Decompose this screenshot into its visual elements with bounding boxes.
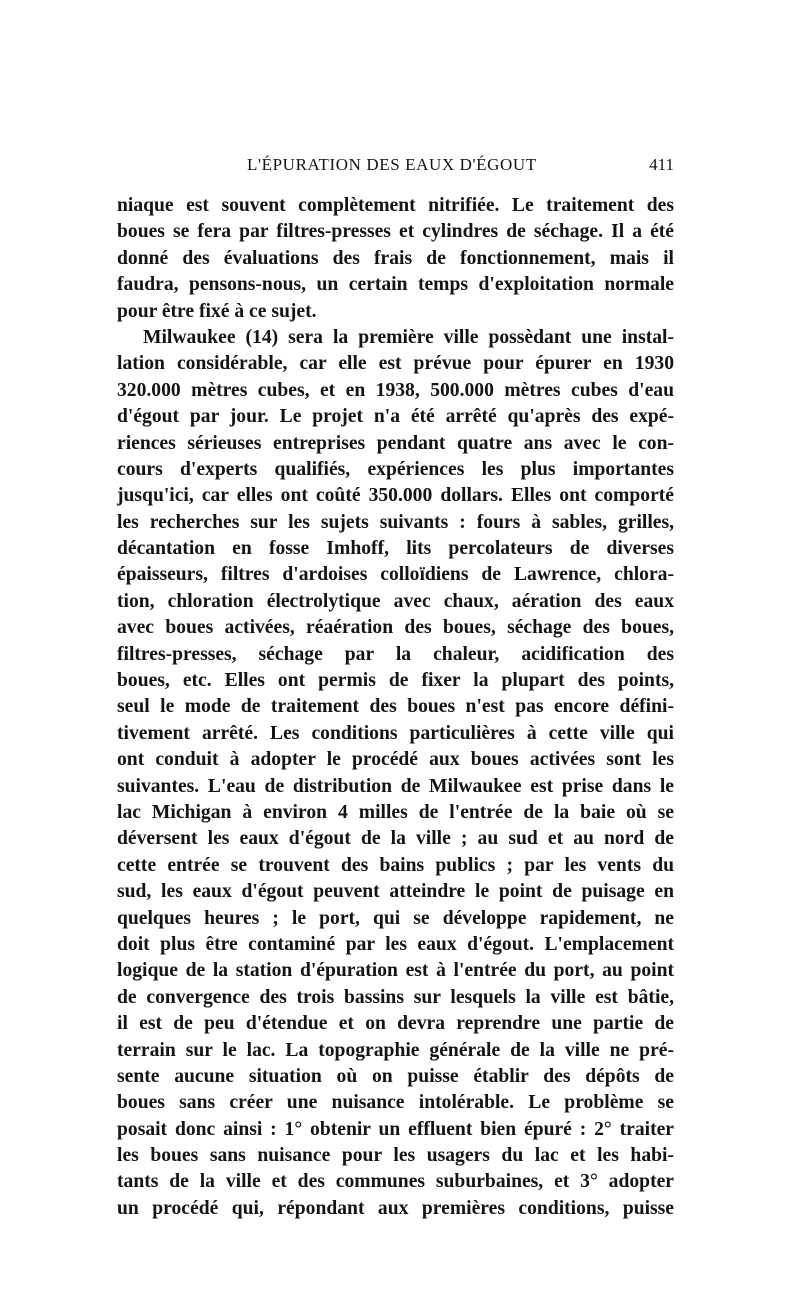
text-line: 320.000 mètres cubes, et en 1938, 500.000 mètres cubes d'eau	[117, 379, 674, 401]
text-line: tivement arrêté. Les conditions particulières à cette ville qui	[117, 722, 674, 744]
text-line: jusqu'ici, car elles ont coûté 350.000 dollars. Elles ont comporté	[117, 485, 674, 507]
text-line: de convergence des trois bassins sur lesquels la ville est bâtie,	[117, 986, 674, 1008]
text-line: les recherches sur les sujets suivants : fours à sables, grilles,	[117, 511, 674, 533]
text-line: il est de peu d'étendue et on devra reprendre une partie de	[117, 1013, 674, 1035]
text-line: décantation en fosse Imhoff, lits percolateurs de diverses	[117, 538, 674, 560]
text-line: un procédé qui, répondant aux premières conditions, puisse	[117, 1197, 674, 1219]
text-line: lation considérable, car elle est prévue pour épurer en 1930	[117, 353, 674, 375]
text-line: niaque est souvent complètement nitrifiée. Le traitement des	[117, 195, 674, 216]
text-line: filtres-presses, séchage par la chaleur, acidification des	[117, 643, 674, 665]
text-line: tants de la ville et des communes suburbaines, et 3° adopter	[117, 1171, 674, 1193]
text-line: seul le mode de traitement des boues n'est pas encore défini-	[117, 696, 674, 718]
text-line: donné des évaluations des frais de fonctionnement, mais il	[117, 247, 674, 269]
text-line: épaisseurs, filtres d'ardoises colloïdiens de Lawrence, chlora-	[117, 564, 674, 586]
text-line: avec boues activées, réaération des boues, séchage des boues,	[117, 617, 674, 639]
text-line: tion, chloration électrolytique avec chaux, aération des eaux	[117, 590, 674, 612]
text-line: doit plus être contaminé par les eaux d'égout. L'emplacement	[117, 933, 674, 955]
text-line: d'égout par jour. Le projet n'a été arrêté qu'après des expé-	[117, 406, 674, 428]
text-line: suivantes. L'eau de distribution de Milwaukee est prise dans le	[117, 775, 674, 797]
text-line: cours d'experts qualifiés, expériences les plus importantes	[117, 458, 674, 480]
text-line: boues sans créer une nuisance intolérable. Le problème se	[117, 1092, 674, 1114]
text-line: ont conduit à adopter le procédé aux boues activées sont les	[117, 749, 674, 771]
text-line: sud, les eaux d'égout peuvent atteindre le point de puisage en	[117, 881, 674, 903]
text-line: boues, etc. Elles ont permis de fixer la plupart des points,	[117, 670, 674, 692]
text-line: Milwaukee (14) sera la première ville possèdant une instal-	[143, 326, 674, 348]
text-line: quelques heures ; le port, qui se développe rapidement, ne	[117, 907, 674, 929]
text-line: posait donc ainsi : 1° obtenir un effluent bien épuré : 2° traiter	[117, 1118, 674, 1140]
text-line: cette entrée se trouvent des bains publics ; par les vents du	[117, 854, 674, 876]
text-line: déversent les eaux d'égout de la ville ; au sud et au nord de	[117, 828, 674, 850]
text-line: faudra, pensons-nous, un certain temps d'exploitation normale	[117, 274, 674, 296]
text-line: sente aucune situation où on puisse établir des dépôts de	[117, 1065, 674, 1087]
text-line: pour être fixé à ce sujet.	[117, 300, 317, 322]
running-title: L'ÉPURATION DES EAUX D'ÉGOUT	[247, 155, 537, 174]
text-line: les boues sans nuisance pour les usagers du lac et les habi-	[117, 1145, 674, 1167]
text-line: riences sérieuses entreprises pendant quatre ans avec le con-	[117, 432, 674, 454]
body-text	[117, 193, 674, 1222]
text-line: lac Michigan à environ 4 milles de l'entrée de la baie où se	[117, 801, 674, 823]
text-line: terrain sur le lac. La topographie générale de la ville ne pré-	[117, 1039, 674, 1061]
running-header	[117, 155, 674, 179]
page-number: 411	[649, 155, 674, 174]
text-line: logique de la station d'épuration est à l'entrée du port, au point	[117, 960, 674, 982]
text-line: boues se fera par filtres-presses et cylindres de séchage. Il a été	[117, 221, 674, 243]
